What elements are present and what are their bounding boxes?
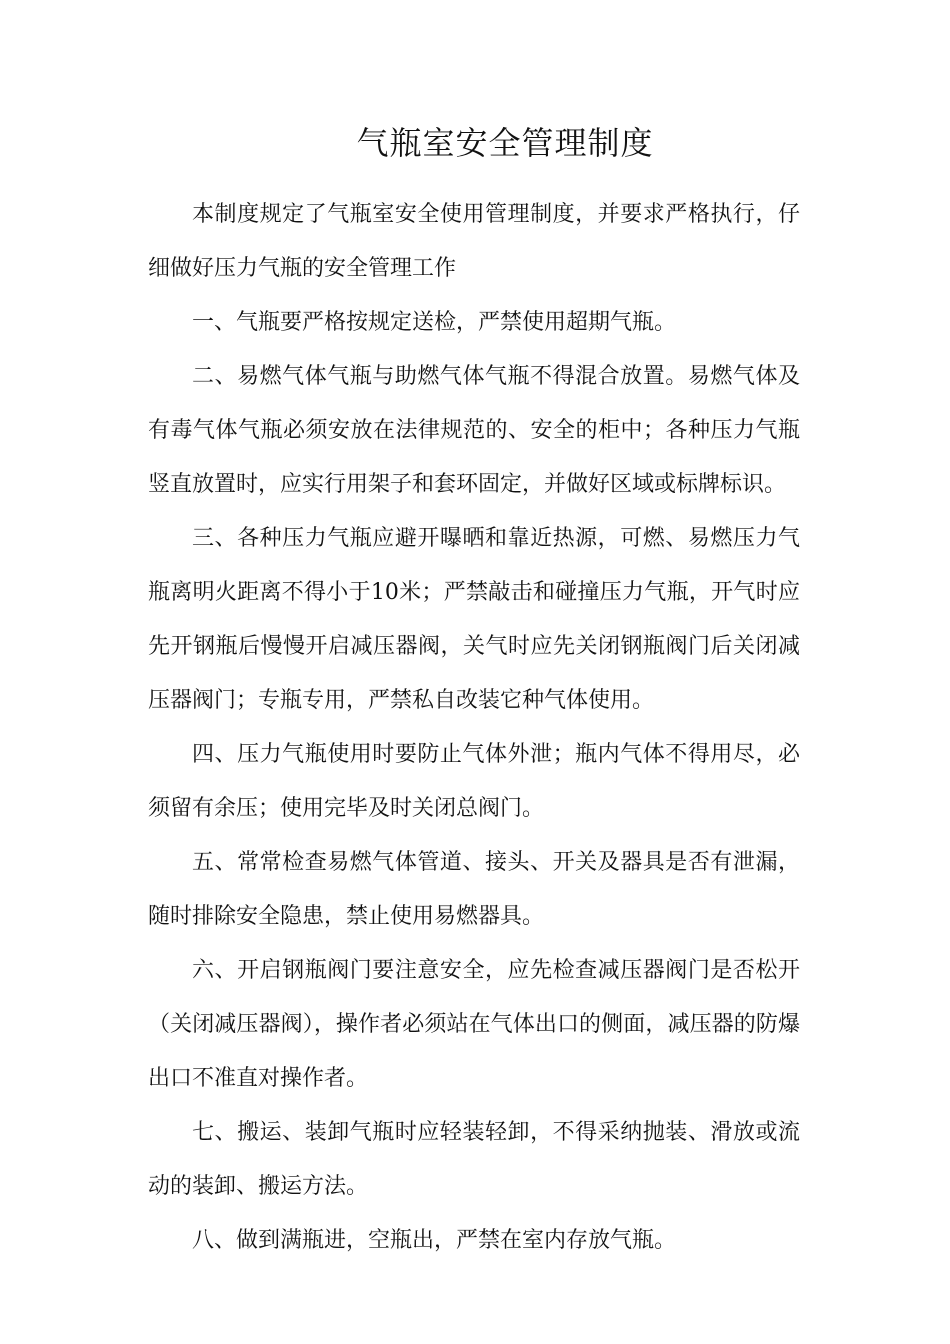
paragraph-rule-4: 四、压力气瓶使用时要防止气体外泄；瓶内气体不得用尽，必须留有余压；使用完毕及时关闭总阀门。 <box>148 742 800 821</box>
paragraph-intro: 本制度规定了气瓶室安全使用管理制度，并要求严格执行，仔细做好压力气瓶的安全管理工作 <box>148 202 800 281</box>
document-title: 气瓶室安全管理制度 <box>356 124 654 162</box>
paragraph-rule-3: 三、各种压力气瓶应避开曝晒和靠近热源，可燃、易燃压力气瓶离明火距离不得小于10米；严禁敲击和碰撞压力气瓶，开气时应先开钢瓶后慢慢开启减压器阀，关气时应先关闭钢瓶阀门后关闭减压器阀门；专瓶专用，严禁私自改装它种气体使用。 <box>148 526 800 713</box>
document-body <box>148 188 800 1268</box>
paragraph-rule-6: 六、开启钢瓶阀门要注意安全，应先检查减压器阀门是否松开（关闭减压器阀），操作者必须站在气体出口的侧面，减压器的防爆出口不准直对操作者。 <box>148 958 800 1091</box>
paragraph-rule-7: 七、搬运、装卸气瓶时应轻装轻卸，不得采纳抛装、滑放或流动的装卸、搬运方法。 <box>148 1120 800 1199</box>
paragraph-rule-5: 五、常常检查易燃气体管道、接头、开关及器具是否有泄漏，随时排除安全隐患，禁止使用易燃器具。 <box>148 850 800 929</box>
paragraph-rule-8: 八、做到满瓶进，空瓶出，严禁在室内存放气瓶。 <box>192 1228 677 1253</box>
paragraph-rule-2: 二、易燃气体气瓶与助燃气体气瓶不得混合放置。易燃气体及有毒气体气瓶必须安放在法律规范的、安全的柜中；各种压力气瓶竖直放置时，应实行用架子和套环固定，并做好区域或标牌标识。 <box>148 364 800 497</box>
paragraph-rule-1: 一、气瓶要严格按规定送检，严禁使用超期气瓶。 <box>192 310 677 335</box>
